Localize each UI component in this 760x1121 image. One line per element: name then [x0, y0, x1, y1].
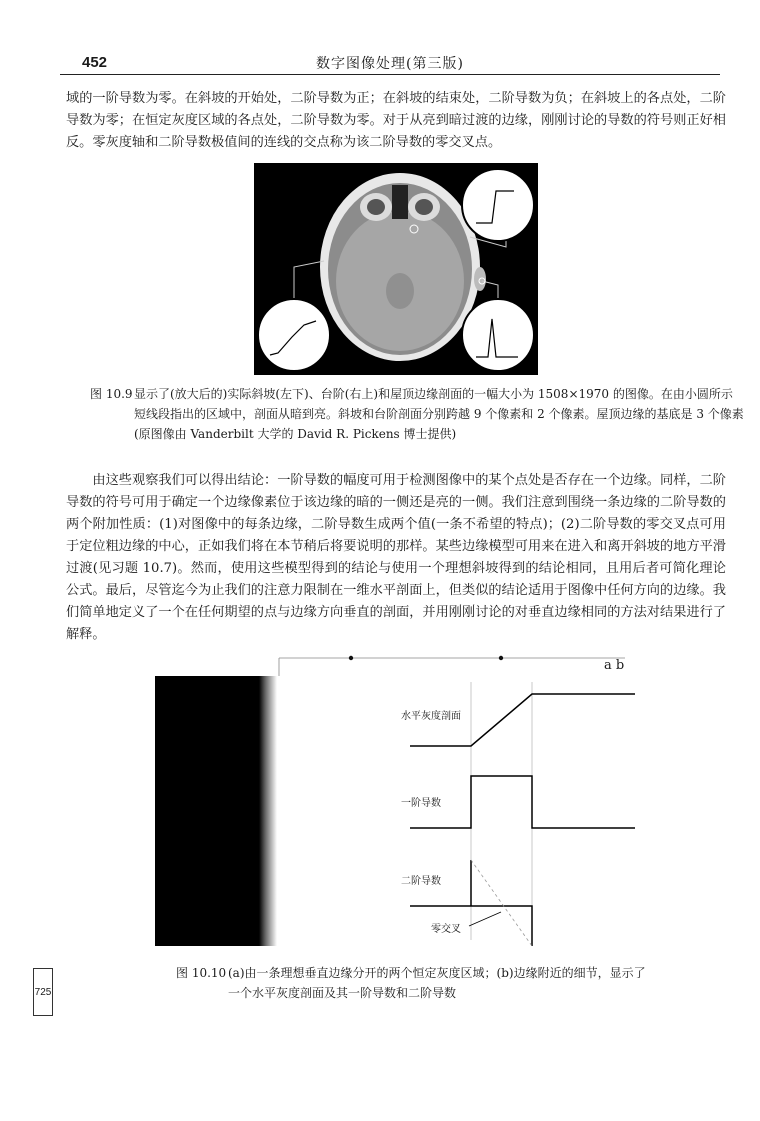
figure-10-9-label: 图 10.9	[90, 387, 133, 401]
figure-10-10-panel-labels: a b	[604, 658, 625, 673]
first-derivative-label: 一阶导数	[401, 798, 441, 809]
edge-profile-diagram	[155, 650, 635, 950]
page-number: 452	[82, 54, 108, 71]
figure-10-10-label: 图 10.10	[176, 966, 227, 980]
figure-10-10-image	[155, 650, 635, 950]
figure-10-9-image	[254, 163, 538, 375]
margin-page-reference: 725	[33, 968, 53, 1016]
paragraph-1: 域的一阶导数为零。在斜坡的开始处，二阶导数为正；在斜坡的结束处，二阶导数为负；在斜坡上的各点处，二阶导数为零；在恒定灰度区域的各点处，二阶导数为零。对于从亮到暗过渡的边缘，刚刚讨论的导数的符号则正好相反。零灰度轴和二阶导数极值间的连线的交点称为该二阶导数的零交叉点。	[66, 91, 726, 150]
zero-crossing-label: 零交叉	[431, 924, 461, 935]
ct-scan-illustration	[254, 163, 538, 375]
profile-label: 水平灰度剖面	[401, 711, 461, 722]
second-derivative-label: 二阶导数	[401, 876, 441, 887]
running-title: 数字图像处理(第三版)	[316, 56, 464, 72]
figure-10-9-caption-text: 显示了(放大后的)实际斜坡(左下)、台阶(右上)和屋顶边缘剖面的一幅大小为 1508×1970 的图像。在由小圆所示短线段指出的区域中，剖面从暗到亮。斜坡和台阶剖面分别跨越 9 个像素和 2 个像素。屋顶边缘的基底是 3 个像素(原图像由 Vanderbilt 大学的 David R. Pickens 博士提供)	[134, 387, 744, 441]
figure-10-10-caption-text: (a)由一条理想垂直边缘分开的两个恒定灰度区域；(b)边缘附近的细节，显示了一个水平灰度剖面及其一阶导数和二阶导数	[228, 966, 646, 1000]
paragraph-2: 由这些观察我们可以得出结论：一阶导数的幅度可用于检测图像中的某个点处是否存在一个边缘。同样，二阶导数的符号可用于确定一个边缘像素位于该边缘的暗的一侧还是亮的一侧。我们注意到围绕一条边缘的二阶导数的两个附加性质：(1)对图像中的每条边缘，二阶导数生成两个值(一条不希望的特点)；(2)二阶导数的零交叉点可用于定位粗边缘的中心，正如我们将在本节稍后将要说明的那样。某些边缘模型可用来在进入和离开斜坡的地方平滑过渡(见习题 10.7)。然而，使用这些模型得到的结论与使用一个理想斜坡得到的结论相同，且用后者可简化理论公式。最后，尽管迄今为止我们的注意力限制在一维水平剖面上，但类似的结论适用于图像中任何方向的边缘。我们简单地定义了一个在任何期望的点与边缘方向垂直的剖面，并用刚刚讨论的对垂直边缘相同的方法对结果进行了解释。	[66, 473, 726, 642]
page-header	[60, 52, 720, 75]
